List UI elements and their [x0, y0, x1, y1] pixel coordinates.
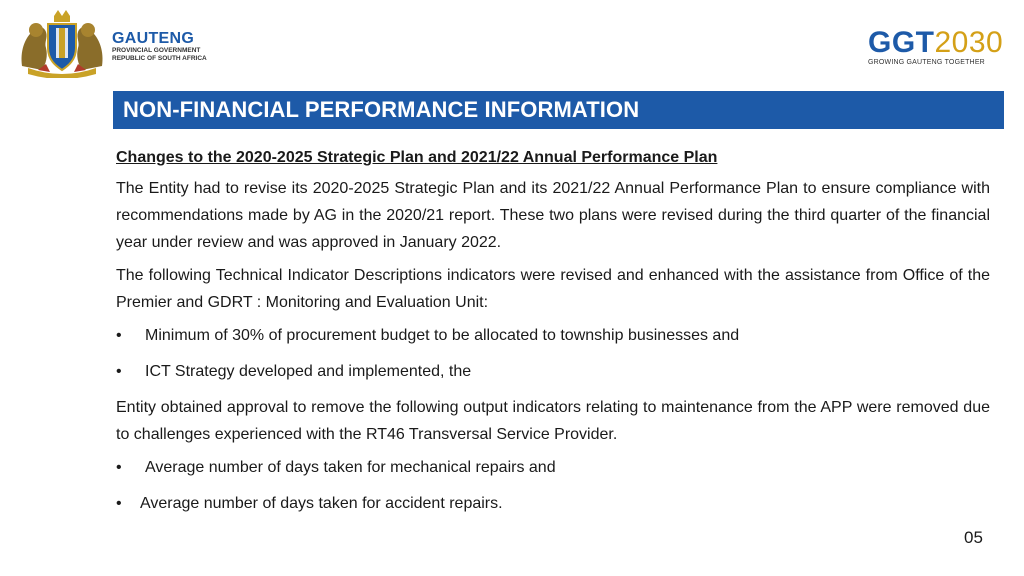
ggt2030-logo [868, 28, 1008, 72]
page-number: 05 [964, 528, 983, 547]
list-item [116, 454, 990, 481]
coat-of-arms-icon [16, 8, 108, 78]
gauteng-title: GAUTENG [112, 30, 195, 47]
section-title-banner: NON-FINANCIAL PERFORMANCE INFORMATION [113, 91, 1004, 129]
bullet-symbol: • [116, 495, 122, 512]
bullet-symbol: • [116, 459, 122, 476]
ggt-tagline: GROWING GAUTENG TOGETHER [868, 59, 985, 66]
list-item [116, 322, 990, 349]
paragraph-removal: Entity obtained approval to remove the following output indicators relating to maintenance from the APP were removed due to challenges experienced with the RT46 Transversal Service Provider. [116, 399, 990, 443]
gauteng-logo [16, 8, 216, 78]
list-item-text: ICT Strategy developed and implemented, the [145, 363, 472, 380]
gauteng-subtitle-2: REPUBLIC OF SOUTH AFRICA [112, 55, 207, 62]
section-subtitle: Changes to the 2020-2025 Strategic Plan and 2021/22 Annual Performance Plan [116, 149, 718, 166]
list-item-text: Average number of days taken for accident repairs. [140, 495, 503, 512]
list-item [116, 358, 990, 385]
gauteng-subtitle-1: PROVINCIAL GOVERNMENT [112, 47, 201, 54]
slide-content [116, 144, 990, 526]
bullet-symbol: • [116, 363, 122, 380]
paragraph-revision: The Entity had to revise its 2020-2025 Strategic Plan and its 2021/22 Annual Performance Plan to ensure compliance with recommendations made by AG in the 2020/21 report. These two plans were revised during the third quarter of the financial year under review and was approved in January 2022. [116, 180, 990, 251]
ggt2030-wordmark [868, 28, 1008, 58]
gauteng-wordmark [112, 30, 207, 63]
list-item [116, 490, 990, 517]
bullet-symbol: • [116, 327, 122, 344]
list-item-text: Average number of days taken for mechanical repairs and [145, 459, 556, 476]
ggt-year: 2030 [934, 26, 1004, 59]
paragraph-indicators: The following Technical Indicator Descriptions indicators were revised and enhanced with the assistance from Office of the Premier and GDRT : Monitoring and Evaluation Unit: [116, 267, 990, 311]
ggt-brand: GGT [868, 26, 935, 59]
list-item-text: Minimum of 30% of procurement budget to be allocated to township businesses and [145, 327, 740, 344]
